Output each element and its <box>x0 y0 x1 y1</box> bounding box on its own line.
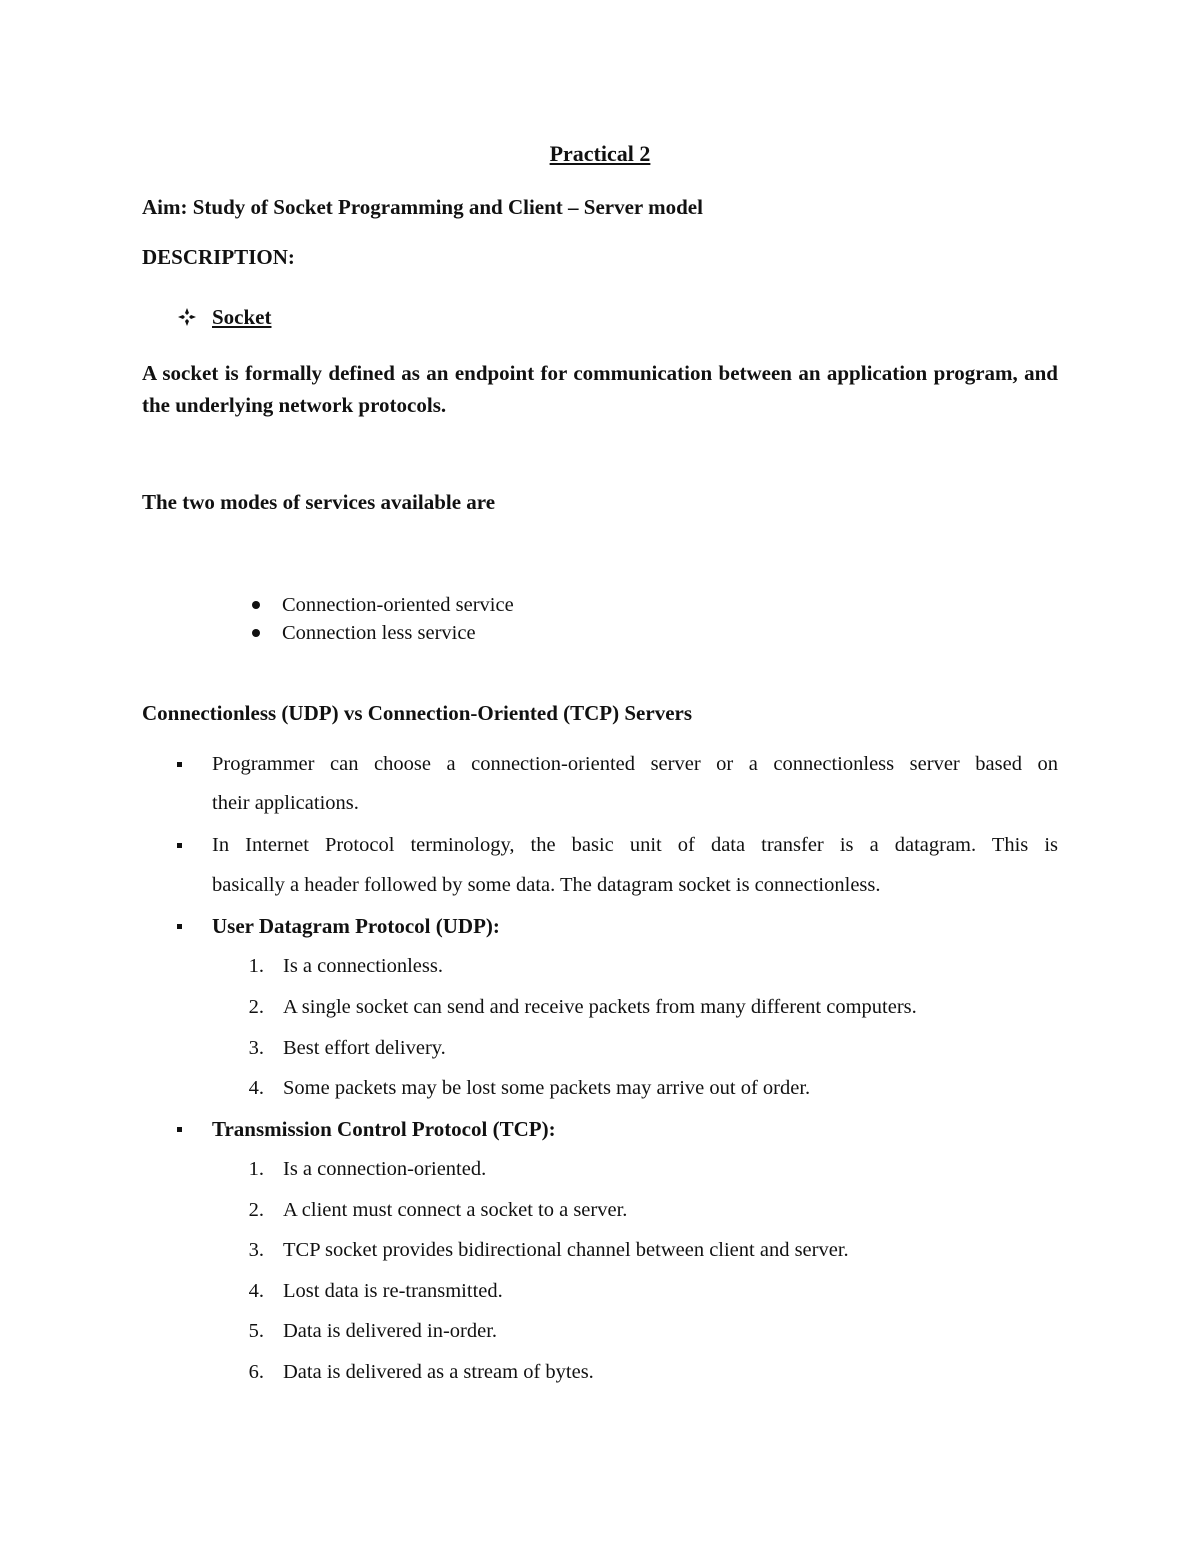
comparison-heading: Connectionless (UDP) vs Connection-Oriented (TCP) Servers <box>142 701 693 725</box>
mode-item-connectionless: Connection less service <box>282 622 476 644</box>
udp-item: Is a connectionless. <box>283 955 443 977</box>
tcp-item: TCP socket provides bidirectional channel between client and server. <box>283 1239 849 1261</box>
tcp-heading: Transmission Control Protocol (TCP): <box>212 1117 556 1141</box>
tcp-item: Lost data is re-transmitted. <box>283 1280 503 1302</box>
bullet-dot-icon <box>252 601 260 609</box>
tcp-item: A client must connect a socket to a server. <box>283 1199 628 1221</box>
tcp-item: Data is delivered in-order. <box>283 1320 498 1342</box>
square-bullet-icon <box>177 843 182 848</box>
aim-line: Aim: Study of Socket Programming and Client – Server model <box>142 195 703 219</box>
tcp-item-number: 2. <box>248 1199 264 1221</box>
tcp-item-number: 1. <box>248 1158 264 1180</box>
mode-item-connection-oriented: Connection-oriented service <box>282 594 514 616</box>
udp-heading: User Datagram Protocol (UDP): <box>212 914 500 938</box>
bullet-dot-icon <box>252 629 260 637</box>
udp-item: A single socket can send and receive packets from many different computers. <box>283 996 917 1018</box>
point-datagram-line-2: basically a header followed by some data. The datagram socket is connectionless. <box>212 874 881 896</box>
socket-definition: A socket is formally defined as an endpoint for communication between an application program, and the underlying network protocols. <box>142 361 1058 417</box>
description-heading: DESCRIPTION: <box>142 245 295 269</box>
udp-item: Best effort delivery. <box>283 1037 446 1059</box>
udp-item-number: 4. <box>248 1077 264 1099</box>
tcp-item-number: 4. <box>248 1280 264 1302</box>
udp-item: Some packets may be lost some packets may arrive out of order. <box>283 1077 811 1099</box>
square-bullet-icon <box>177 924 182 929</box>
square-bullet-icon <box>177 762 182 767</box>
socket-heading: Socket <box>212 305 272 329</box>
tcp-item: Data is delivered as a stream of bytes. <box>283 1361 594 1383</box>
tcp-item-number: 3. <box>248 1239 264 1261</box>
tcp-item: Is a connection-oriented. <box>283 1158 487 1180</box>
tcp-item-number: 5. <box>248 1320 264 1342</box>
tcp-item-number: 6. <box>248 1361 264 1383</box>
modes-intro: The two modes of services available are <box>142 490 496 514</box>
diamond-bullet-icon <box>177 307 197 327</box>
point-datagram-line-1: In Internet Protocol terminology, the basic unit of data transfer is a datagram. This is <box>212 834 1058 856</box>
point-programmer-line-2: their applications. <box>212 792 359 814</box>
udp-item-number: 1. <box>248 955 264 977</box>
udp-item-number: 2. <box>248 996 264 1018</box>
page-title: Practical 2 <box>549 141 651 166</box>
udp-item-number: 3. <box>248 1037 264 1059</box>
square-bullet-icon <box>177 1127 182 1132</box>
point-programmer-line-1: Programmer can choose a connection-oriented server or a connectionless server based on <box>212 753 1058 775</box>
